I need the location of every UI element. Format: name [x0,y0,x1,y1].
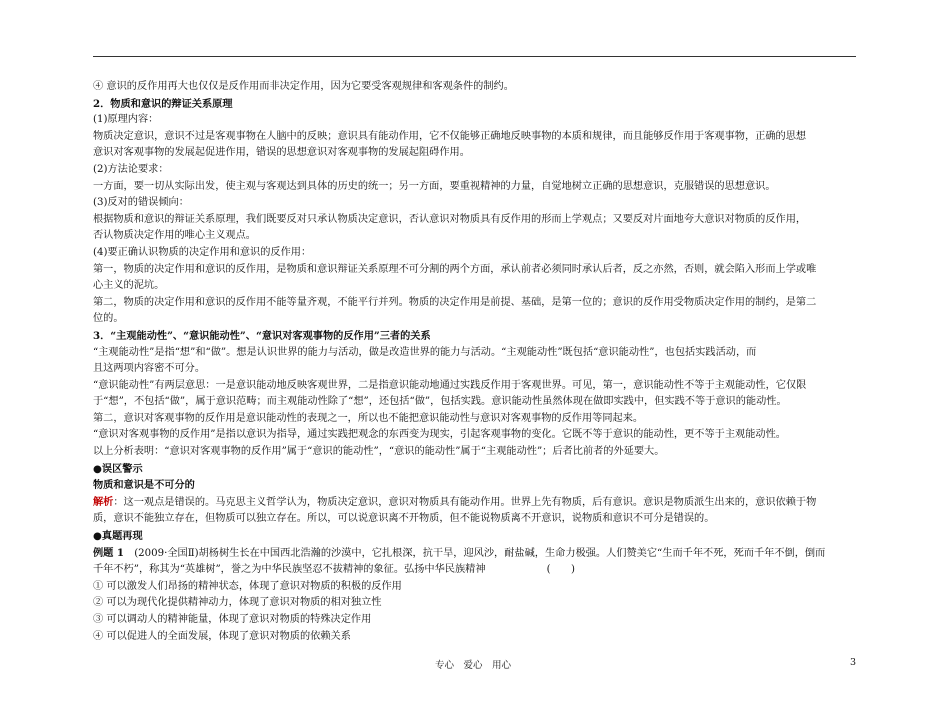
line-text: 且这两项内容密不可分。 [93,363,206,375]
example-label: 例题 1 [93,546,125,559]
line-text: 根据物质和意识的辩证关系原理，我们既要反对只承认物质决定意识，否认意识对物质具有反作用的形而上学观点；又要反对片面地夸大意识对物质的反作用， [93,213,807,225]
footer-motto: 专心 爱心 用心 [435,660,512,671]
text-line [93,629,863,646]
text-line [93,378,863,395]
document-body [93,79,863,645]
line-text: ●误区警示 [93,462,143,475]
line-text: 第一，物质的决定作用和意识的反作用，是物质和意识辩证关系原理不可分割的两个方面，承认前者必须同时承认后者，反之亦然，否则，就会陷入形而上学或唯 [93,263,817,275]
line-text: 物质决定意识，意识不过是客观事物在人脑中的反映；意识具有能动作用，它不仅能够正确地反映事物的本质和规律，而且能够反作用于客观事物，正确的思想 [93,130,807,142]
text-line [93,295,863,312]
line-text: “意识对客观事物的反作用”是指以意识为指导，通过实践把观念的东西变为现实，引起客观事物的变化。它既不等于意识的能动性，更不等于主观能动性。 [93,429,786,441]
analysis-label: 解析 [93,495,114,508]
line-text: (2)方法论要求： [93,163,169,175]
text-line [93,195,863,212]
text-line [93,427,863,444]
line-text: ② 可以为现代化提供精神动力，体现了意识对物质的相对独立性 [93,597,382,609]
text-line [93,511,863,528]
text-line [93,477,863,494]
text-line [93,228,863,245]
line-text: 物质和意识是不可分的 [93,479,195,492]
line-text: 第二，物质的决定作用和意识的反作用不能等量齐观，不能平行并列。物质的决定作用是前提、基础，是第一位的；意识的反作用受物质决定作用的制约，是第二 [93,296,817,308]
line-text: (3)反对的错误倾向： [93,197,189,209]
line-text: 位的。 [93,313,124,325]
text-line [93,345,863,362]
text-line [93,562,863,579]
text-line [93,528,863,545]
text-line [93,112,863,129]
text-line [93,579,863,596]
text-line [93,245,863,262]
text-line [93,328,863,345]
text-line [93,311,863,328]
text-line [93,595,863,612]
text-line [93,145,863,162]
line-text: (4)要正确认识物质的决定作用和意识的反作用： [93,246,312,258]
line-text: 一方面，要一切从实际出发，使主观与客观达到具体的历史的统一；另一方面，要重视精神的力量，自觉地树立正确的思想意识，克服错误的思想意识。 [93,180,776,192]
line-text: ④ 可以促进人的全面发展，体现了意识对物质的依赖关系 [93,630,351,642]
text-line [93,96,863,113]
line-text: ：这一观点是错误的。马克思主义哲学认为，物质决定意识，意识对物质具有能动作用。世界上先有物质，后有意识。意识是物质派生出来的，意识依赖于物 [113,496,817,508]
line-text: 意识对客观事物的发展起促进作用，错误的思想意识对客观事物的发展起阻碍作用。 [93,147,470,159]
line-text: ●真题再现 [93,530,143,543]
line-text: 千年不朽”，称其为“英雄树”，誉之为中华民族坚忍不拔精神的象征。弘扬中华民族精神 ( ) [93,564,576,576]
text-line [93,162,863,179]
text-line [93,179,863,196]
line-text: “主观能动性”是指“想”和“做”。想是认识世界的能力与活动，做是改造世界的能力与活动。“主观能动性”既包括“意识能动性”，也包括实践活动，而 [93,346,757,358]
text-line [93,212,863,229]
text-line [93,262,863,279]
line-text: (2009·全国Ⅱ)胡杨树生长在中国西北浩瀚的沙漠中，它扎根深，抗干旱，迎风沙，耐盐碱，生命力极强。人们赞美它“生而千年不死，死而千年不倒，倒而 [124,547,826,559]
line-text: 第二，意识对客观事物的反作用是意识能动性的表现之一，所以也不能把意识能动性与意识对客观事物的反作用等同起来。 [93,412,644,424]
header-rule [93,56,856,57]
line-text: 质，意识不能独立存在，但物质可以独立存在。所以，可以说意识离不开物质，但不能说物质离不开意识，说物质和意识不可分是错误的。 [93,513,715,525]
line-text: 2．物质和意识的辩证关系原理 [93,97,233,110]
text-line [93,494,863,512]
line-text: 否认物质决定作用的唯心主义观点。 [93,230,256,242]
line-text: 于“想”，不包括“做”，属于意识范畴；而主观能动性除了“想”，还包括“做”，包括实践。意识能动性虽然体现在做即实践中，但实践不等于意识的能动性。 [93,396,787,408]
line-text: 以上分析表明：“意识对客观事物的反作用”属于“意识的能动性”，“意识的能动性”属于“主观能动性”；后者比前者的外延要大。 [93,446,665,458]
text-line [93,545,863,563]
text-line [93,411,863,428]
text-line [93,444,863,461]
line-text: ① 可以激发人们昂扬的精神状态，体现了意识对物质的积极的反作用 [93,580,402,592]
line-text: ③ 可以调动人的精神能量，体现了意识对物质的特殊决定作用 [93,614,372,625]
text-line [93,612,863,629]
text-line [93,129,863,146]
line-text: (1)原理内容： [93,114,159,126]
line-text: ④ 意识的反作用再大也仅仅是反作用而非决定作用，因为它要受客观规律和客观条件的制约。 [93,81,514,92]
text-line [93,79,863,96]
line-text: 3．“主观能动性”、“意识能动性”、“意识对客观事物的反作用”三者的关系 [93,329,431,342]
line-text: 心主义的泥坑。 [93,280,165,292]
text-line [93,278,863,295]
text-line [93,394,863,411]
page-number: 3 [850,657,857,668]
line-text: “意识能动性”有两层意思：一是意识能动地反映客观世界，二是指意识能动地通过实践反作用于客观世界。可见，第一，意识能动性不等于主观能动性，它仅限 [93,379,807,391]
text-line [93,461,863,478]
text-line [93,361,863,378]
